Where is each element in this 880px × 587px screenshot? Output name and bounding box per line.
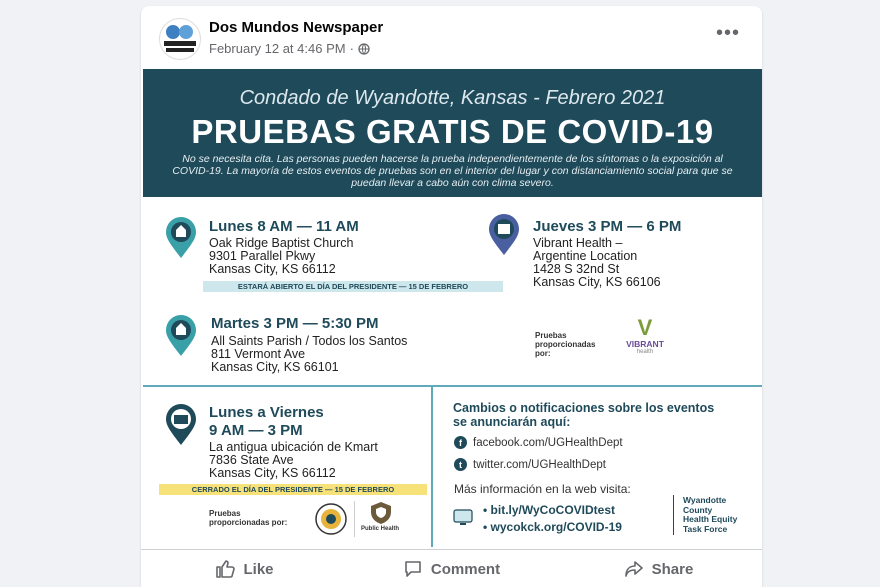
share-button[interactable]: Share [555,550,762,587]
provided-by-label: Pruebas proporcionadas por: [535,331,596,358]
location-1-line: Kansas City, KS 66112 [209,262,336,276]
column-divider [431,385,433,547]
thumbs-up-icon [215,559,235,579]
location-2-line: Argentine Location [533,249,638,263]
vibrant-health-logo: V VIBRANT health [626,315,664,355]
location-2-line: 1428 S 32nd St [533,262,620,276]
more-options-icon[interactable]: ••• [715,22,740,44]
location-4-hours: 9 AM — 3 PM [209,422,303,439]
share-icon [624,559,644,579]
more-info-label: Más información en la web visita: [454,482,631,496]
store-pin-icon [165,404,197,446]
flyer-intro: No se necesita cita. Las personas pueden hacerse la prueba independientemente de los síntomas o la exposición al COVID-19. La mayoría de estos eventos de pruebas son en el interior del lugar y con distanciamiento social para que se puedan llevar a cabo aún con clima severo. [172,153,733,189]
post-timestamp[interactable]: February 12 at 4:46 PM [209,41,346,56]
meta-separator: · [349,41,354,56]
location-3-line: All Saints Parish / Todos los Santos [211,334,408,348]
task-force-label: Wyandotte County Health Equity Task Force [683,495,738,534]
church-pin-icon [165,315,197,357]
changes-title: Cambios o notificaciones sobre los eventos se anunciarán aquí: [453,401,715,429]
location-4-title: Lunes a Viernes [209,404,324,421]
provided-by-label-2: Pruebas proporcionadas por: [209,509,288,527]
location-1-line: 9301 Parallel Pkwy [209,249,316,263]
location-2-line: Vibrant Health – [533,236,623,250]
link-bitly: • bit.ly/WyCoCOVIDtest [483,503,616,517]
globe-icon [358,43,370,55]
location-2-line: Kansas City, KS 66106 [533,275,661,289]
location-4-line: 7836 State Ave [209,453,294,467]
link-wycokck: • wycokck.org/COVID-19 [483,520,622,534]
public-health-label: Public Health [361,526,400,532]
location-1-note: ESTARÁ ABIERTO EL DÍA DEL PRESIDENTE — 15 DE FEBRERO [203,281,503,292]
flyer-headline: PRUEBAS GRATIS DE COVID-19 [191,113,714,150]
location-4-line: La antigua ubicación de Kmart [209,440,378,454]
location-4-note: CERRADO EL DÍA DEL PRESIDENTE — 15 DE FEBRERO [159,484,427,495]
page-avatar[interactable] [159,18,201,60]
clinic-pin-icon [488,214,520,256]
task-force-divider [673,495,674,535]
location-3-line: Kansas City, KS 66101 [211,360,339,374]
post-card [141,6,762,587]
church-pin-icon [165,217,197,259]
post-actions [141,549,762,587]
post-meta [209,41,370,56]
location-2-title: Jueves 3 PM — 6 PM [533,218,682,235]
location-1-line: Oak Ridge Baptist Church [209,236,354,250]
flyer-header-line: Condado de Wyandotte, Kansas - Febrero 2021 [239,87,666,109]
county-seal-icon [315,503,347,535]
logo-divider [354,501,355,537]
location-1-title: Lunes 8 AM — 11 AM [209,218,359,235]
public-health-shield-icon [369,501,393,525]
section-divider [143,385,762,387]
computer-icon [453,509,473,527]
post-header [141,6,762,70]
facebook-icon: f [454,436,467,449]
comment-button[interactable]: Comment [348,550,555,587]
location-4-line: Kansas City, KS 66112 [209,466,336,480]
location-3-line: 811 Vermont Ave [211,347,306,361]
twitter-icon: t [454,458,467,471]
like-button[interactable]: Like [141,550,348,587]
comment-icon [403,559,423,579]
flyer-image[interactable] [143,69,762,547]
twitter-link: t twitter.com/UGHealthDept [454,458,606,471]
page-name[interactable]: Dos Mundos Newspaper [209,19,384,36]
facebook-link: f facebook.com/UGHealthDept [454,436,623,449]
flyer-banner [143,69,762,197]
location-3-title: Martes 3 PM — 5:30 PM [211,315,379,332]
